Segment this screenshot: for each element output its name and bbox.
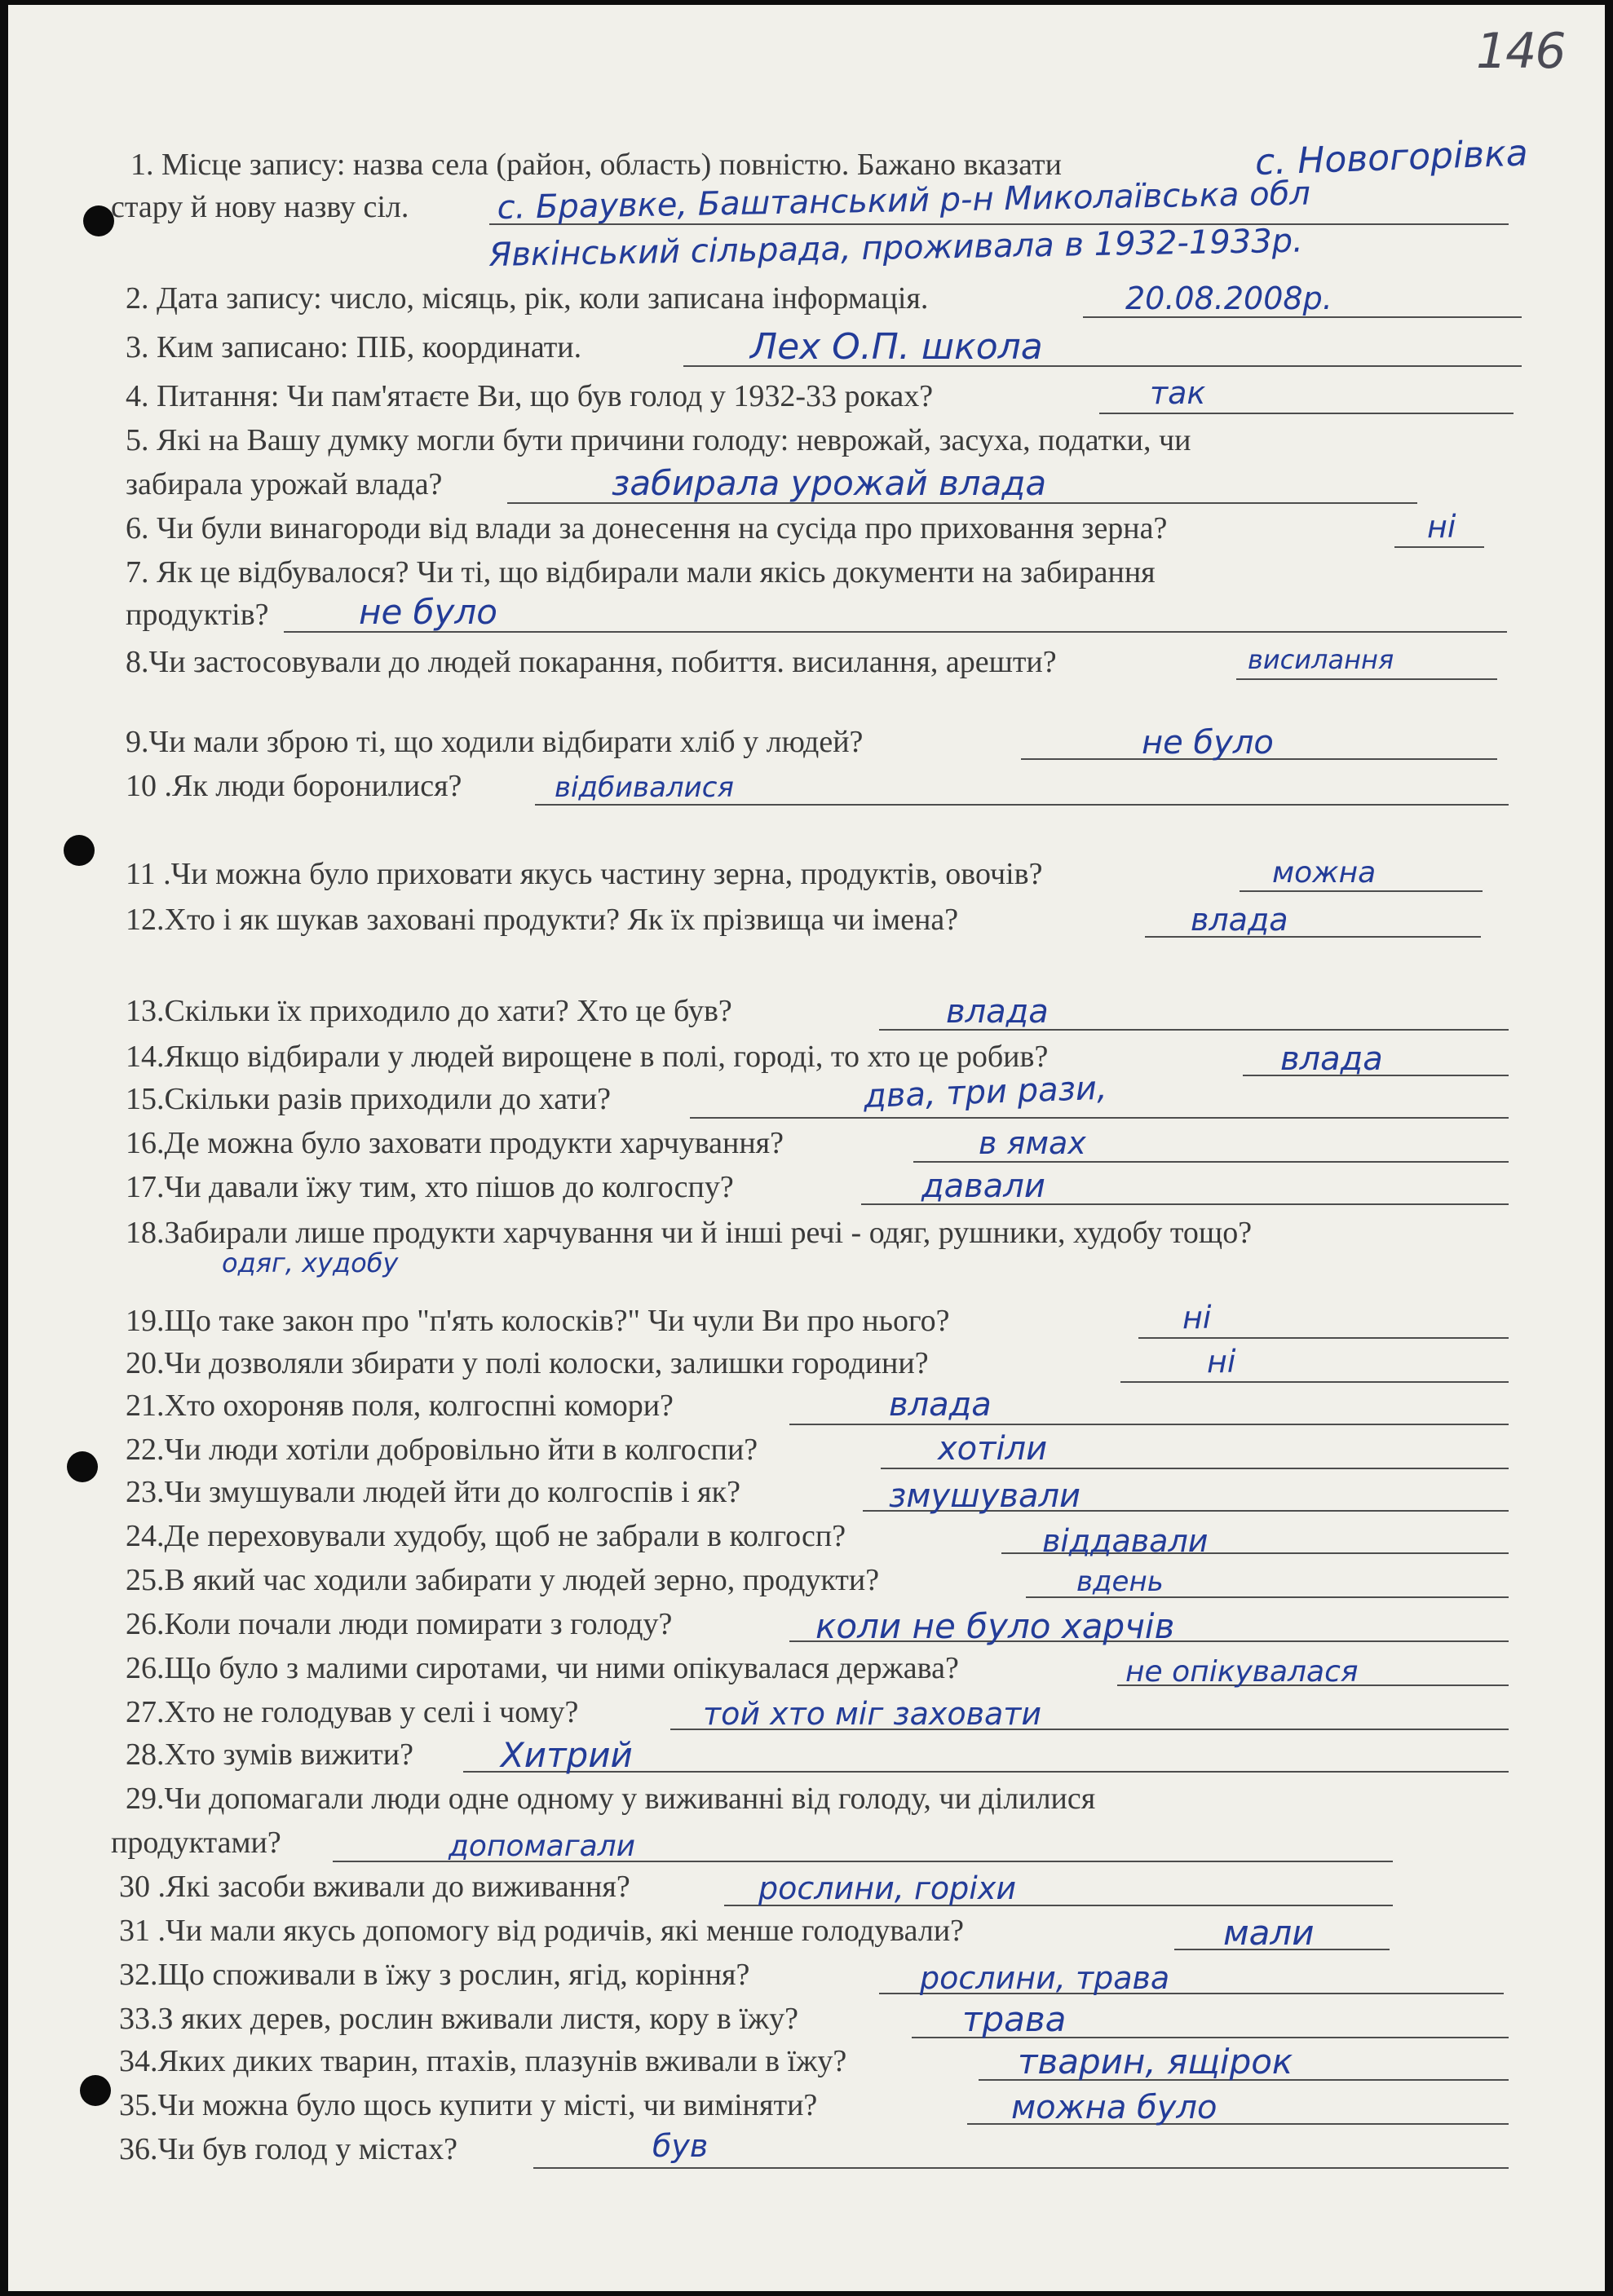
answer-19: ні bbox=[1182, 1300, 1212, 1336]
answer-11: можна bbox=[1272, 856, 1377, 890]
question-26b: 26.Що було з малими сиротами, чи ними опікувалася держава? bbox=[126, 1651, 959, 1685]
question-24: 24.Де переховували худобу, щоб не забрали в колгосп? bbox=[126, 1519, 846, 1553]
question-2: 2. Дата запису: число, місяць, рік, коли записана інформація. bbox=[126, 281, 929, 316]
answer-4: так bbox=[1150, 375, 1206, 411]
question-6: 6. Чи були винагороди від влади за донесення на сусіда про приховання зерна? bbox=[126, 511, 1168, 545]
answer-line-4 bbox=[1099, 413, 1514, 414]
question-3: 3. Ким записано: ПІБ, координати. bbox=[126, 330, 582, 364]
answer-2: 20.08.2008р. bbox=[1125, 280, 1332, 316]
question-35: 35.Чи можна було щось купити у місті, чи виміняти? bbox=[119, 2088, 818, 2122]
answer-15: два, три рази, bbox=[863, 1069, 1108, 1115]
answer-28: Хитрий bbox=[501, 1735, 633, 1775]
question-7a: 7. Як це відбувалося? Чи ті, що відбирали мали якісь документи на забирання bbox=[126, 555, 1156, 589]
answer-33: трава bbox=[962, 1999, 1067, 2039]
question-19: 19.Що таке закон про "п'ять колосків?" Чи чули Ви про нього? bbox=[126, 1304, 950, 1338]
question-21: 21.Хто охороняв поля, колгоспні комори? bbox=[126, 1389, 674, 1423]
question-5b: забирала урожай влада? bbox=[126, 467, 443, 501]
answer-32: рослини, трава bbox=[920, 1960, 1170, 1996]
answer-10: відбивалися bbox=[555, 771, 734, 804]
punch-hole-1 bbox=[83, 205, 114, 236]
answer-line-16 bbox=[913, 1161, 1509, 1163]
answer-1-old-name: с. Браувке, Баштанський р-н Миколаївська обл bbox=[497, 174, 1311, 227]
question-29a: 29.Чи допомагали люди одне одному у виживанні від голоду, чи ділилися bbox=[126, 1782, 1096, 1816]
answer-line-19 bbox=[1138, 1337, 1509, 1339]
answer-line-21 bbox=[789, 1424, 1509, 1425]
answer-12: влада bbox=[1191, 902, 1288, 938]
answer-21: влада bbox=[889, 1386, 992, 1424]
question-18: 18.Забирали лише продукти харчування чи й інші речі - одяг, рушники, худобу тощо? bbox=[126, 1216, 1253, 1250]
answer-16: в ямах bbox=[979, 1125, 1086, 1161]
question-10: 10 .Як люди боронилися? bbox=[126, 769, 462, 803]
question-34: 34.Яких диких тварин, птахів, плазунів вживали в їжу? bbox=[119, 2044, 847, 2078]
answer-30: рослини, горіхи bbox=[758, 1870, 1017, 1906]
question-33: 33.З яких дерев, рослин вживали листя, кору в їжу? bbox=[119, 2002, 799, 2036]
question-32: 32.Що споживали в їжу з рослин, ягід, коріння? bbox=[119, 1958, 750, 1992]
answer-27: той хто міг заховати bbox=[703, 1696, 1042, 1732]
question-12: 12.Хто і як шукав заховані продукти? Як їх прізвища чи імена? bbox=[126, 903, 959, 937]
answer-14: влада bbox=[1280, 1040, 1383, 1078]
answer-20: ні bbox=[1207, 1344, 1236, 1380]
answer-line-8 bbox=[1236, 678, 1497, 680]
question-1b: стару й нову назву сіл. bbox=[111, 190, 409, 224]
answer-line-2 bbox=[1083, 316, 1522, 318]
question-14: 14.Якщо відбирали у людей вирощене в полі, городі, то хто це робив? bbox=[126, 1040, 1049, 1074]
question-31: 31 .Чи мали якусь допомогу від родичів, які менше голодували? bbox=[119, 1914, 965, 1948]
answer-22: хотіли bbox=[938, 1430, 1048, 1468]
question-36: 36.Чи був голод у містах? bbox=[119, 2132, 457, 2166]
answer-17: давали bbox=[921, 1168, 1045, 1205]
question-25: 25.В який час ходили забирати у людей зерно, продукти? bbox=[126, 1563, 880, 1597]
question-20: 20.Чи дозволяли збирати у полі колоски, залишки городини? bbox=[126, 1346, 929, 1380]
question-17: 17.Чи давали їжу тим, хто пішов до колгоспу? bbox=[126, 1170, 734, 1204]
answer-9: не було bbox=[1142, 724, 1274, 762]
answer-line-22 bbox=[881, 1468, 1509, 1469]
question-16: 16.Де можна було заховати продукти харчування? bbox=[126, 1126, 784, 1160]
question-28: 28.Хто зумів вижити? bbox=[126, 1737, 413, 1772]
answer-18: одяг, худобу bbox=[222, 1247, 399, 1278]
answer-line-6 bbox=[1394, 546, 1484, 548]
question-13: 13.Скільки їх приходило до хати? Хто це був? bbox=[126, 994, 732, 1028]
answer-5: забирала урожай влада bbox=[612, 463, 1047, 503]
answer-8: висилання bbox=[1248, 644, 1394, 675]
answer-29: допомагали bbox=[449, 1830, 636, 1863]
answer-35: можна було bbox=[1011, 2089, 1217, 2126]
answer-line-11 bbox=[1240, 890, 1483, 892]
page-number: 146 bbox=[1476, 23, 1565, 80]
answer-3: Лех О.П. школа bbox=[750, 326, 1043, 368]
answer-line-10 bbox=[535, 804, 1509, 806]
question-27: 27.Хто не голодував у селі і чому? bbox=[126, 1695, 579, 1729]
answer-1-village: с. Новогорівка bbox=[1254, 132, 1529, 183]
question-7b: продуктів? bbox=[126, 598, 269, 632]
answer-26b: не опікувалася bbox=[1125, 1655, 1359, 1689]
answer-line-20 bbox=[1120, 1381, 1509, 1383]
punch-hole-4 bbox=[80, 2075, 111, 2106]
question-5a: 5. Які на Вашу думку могли бути причини голоду: неврожай, засуха, податки, чи bbox=[126, 423, 1191, 457]
answer-line-15 bbox=[690, 1117, 1509, 1119]
answer-26a: коли не було харчів bbox=[815, 1606, 1175, 1646]
question-11: 11 .Чи можна було приховати якусь частину зерна, продуктів, овочів? bbox=[126, 857, 1043, 891]
answer-6: ні bbox=[1427, 509, 1456, 545]
question-15: 15.Скільки разів приходили до хати? bbox=[126, 1082, 611, 1116]
answer-13: влада bbox=[946, 993, 1049, 1031]
answer-7: не було bbox=[359, 592, 497, 632]
question-22: 22.Чи люди хотіли добровільно йти в колгоспи? bbox=[126, 1433, 758, 1467]
punch-hole-2 bbox=[64, 835, 95, 866]
question-23: 23.Чи змушували людей йти до колгоспів і як? bbox=[126, 1475, 740, 1509]
punch-hole-3 bbox=[67, 1451, 98, 1482]
question-4: 4. Питання: Чи пам'ятаєте Ви, що був голод у 1932-33 роках? bbox=[126, 379, 934, 413]
question-8: 8.Чи застосовували до людей покарання, побиття. висилання, арешти? bbox=[126, 645, 1057, 679]
question-29b: продуктами? bbox=[111, 1826, 281, 1860]
answer-23: змушували bbox=[889, 1477, 1081, 1515]
answer-31: мали bbox=[1223, 1913, 1315, 1953]
answer-1-note: Явкінський сільрада, проживала в 1932-1933р. bbox=[488, 222, 1304, 274]
questionnaire-page bbox=[8, 5, 1605, 2291]
question-9: 9.Чи мали зброю ті, що ходили відбирати хліб у людей? bbox=[126, 725, 864, 759]
question-26a: 26.Коли почали люди помирати з голоду? bbox=[126, 1607, 673, 1641]
answer-25: вдень bbox=[1076, 1565, 1164, 1598]
answer-line-36 bbox=[533, 2167, 1509, 2169]
answer-34: тварин, ящірок bbox=[1018, 2042, 1293, 2082]
answer-36: був bbox=[652, 2128, 709, 2164]
question-1a: 1. Місце запису: назва села (район, область) повністю. Бажано вказати bbox=[130, 148, 1063, 182]
answer-24: віддавали bbox=[1042, 1523, 1209, 1559]
question-30: 30 .Які засоби вживали до виживання? bbox=[119, 1870, 630, 1904]
